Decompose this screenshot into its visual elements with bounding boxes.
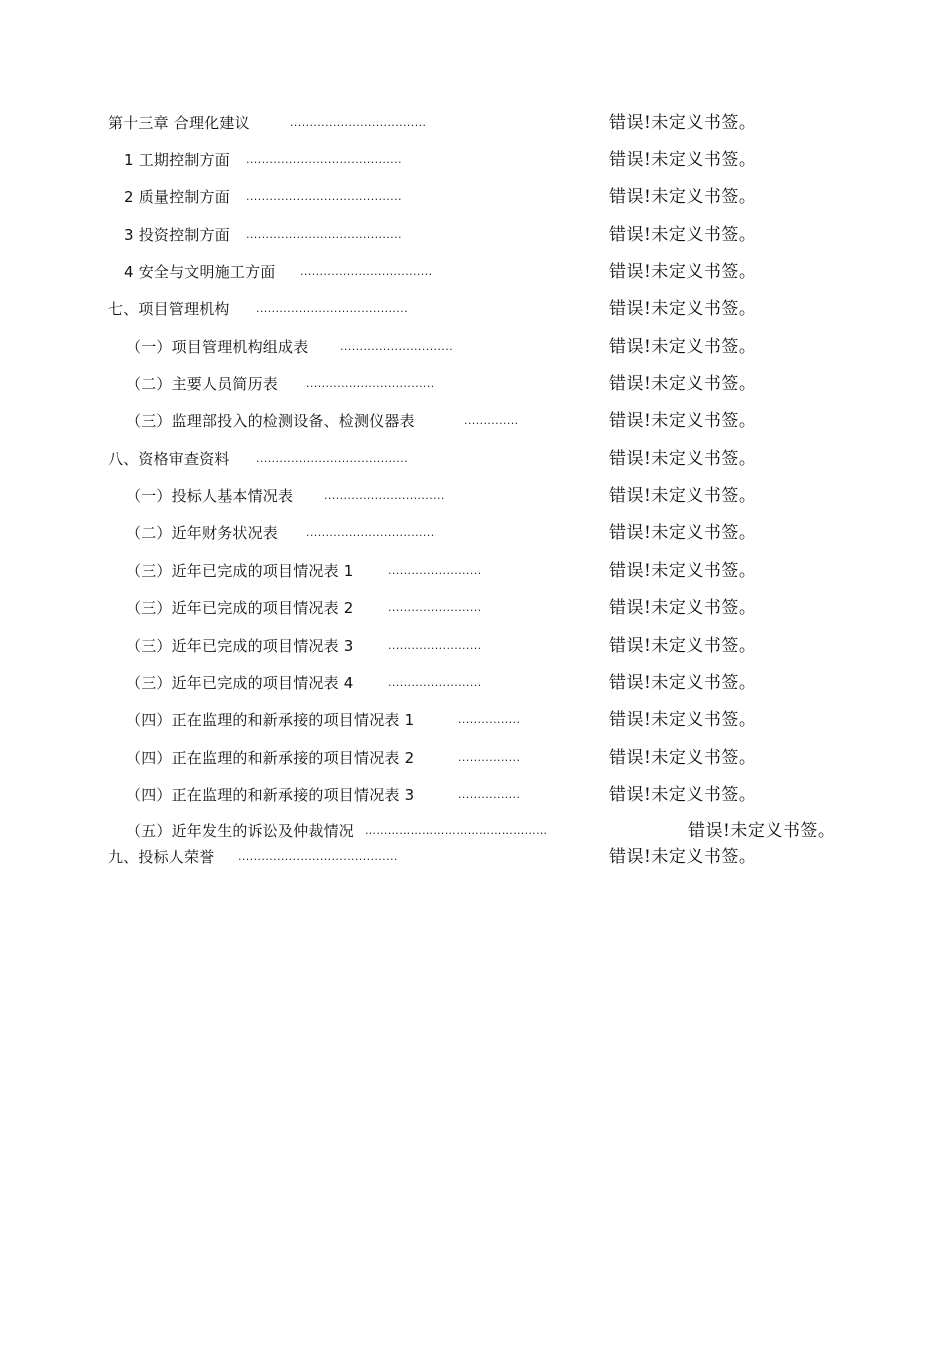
toc-page-ref: 错误!未定义书签。 [609, 113, 757, 133]
toc-leader-dots: ........................ [388, 676, 482, 689]
toc-page-ref: 错误!未定义书签。 [609, 561, 757, 581]
toc-page-ref: 错误!未定义书签。 [609, 598, 757, 618]
toc-leader-dots: ........................................ [246, 153, 402, 166]
toc-entry-text: 1 工期控制方面 [124, 151, 230, 169]
toc-entry-text: （一）投标人基本情况表 [126, 487, 294, 505]
toc-entry-8-3-1[interactable] [0, 558, 950, 584]
toc-page-ref: 错误!未定义书签。 [609, 374, 757, 394]
toc-page-ref: 错误!未定义书签。 [609, 187, 757, 207]
toc-page-ref: 错误!未定义书签。 [609, 710, 757, 730]
toc-entry-7-2[interactable] [0, 371, 950, 397]
toc-leader-dots: ............................... [324, 489, 445, 502]
toc-entry-text: （四）正在监理的和新承接的项目情况表 1 [126, 711, 415, 729]
toc-page-ref: 错误!未定义书签。 [609, 748, 757, 768]
toc-entry-text: （三）近年已完成的项目情况表 2 [126, 599, 354, 617]
toc-entry-8-3-4[interactable] [0, 670, 950, 696]
toc-leader-dots: ........................ [388, 639, 482, 652]
toc-entry-safety[interactable] [0, 259, 950, 285]
toc-entry-text: （三）监理部投入的检测设备、检测仪器表 [126, 412, 415, 430]
toc-page-ref: 错误!未定义书签。 [609, 847, 757, 867]
toc-entry-7-1[interactable] [0, 334, 950, 360]
toc-leader-dots: .................................. [300, 265, 433, 278]
toc-leader-dots: ................................. [306, 377, 435, 390]
toc-leader-dots: .............. [464, 414, 519, 427]
toc-entry-text: 第十三章 合理化建议 [108, 114, 250, 132]
toc-entry-text: 2 质量控制方面 [124, 188, 230, 206]
toc-leader-dots: ........................................ [246, 228, 402, 241]
toc-entry-section-8[interactable] [0, 446, 950, 472]
toc-entry-text: （三）近年已完成的项目情况表 3 [126, 637, 354, 655]
toc-leader-dots: ………………………………………… [365, 824, 548, 837]
toc-entry-text: 八、资格审查资料 [108, 450, 230, 468]
toc-page-ref: 错误!未定义书签。 [609, 262, 757, 282]
toc-leader-dots: ................ [458, 713, 521, 726]
toc-page-ref: 错误!未定义书签。 [609, 449, 757, 469]
toc-leader-dots: ................................. [306, 526, 435, 539]
toc-entry-text: 七、项目管理机构 [108, 300, 230, 318]
toc-leader-dots: ............................. [340, 340, 454, 353]
toc-entry-text: （四）正在监理的和新承接的项目情况表 3 [126, 786, 415, 804]
toc-entry-chapter-13[interactable] [0, 110, 950, 136]
toc-leader-dots: ....................................... [256, 452, 408, 465]
toc-leader-dots: ........................ [388, 601, 482, 614]
toc-entry-8-5[interactable] [0, 818, 950, 844]
toc-entry-8-4-3[interactable] [0, 782, 950, 808]
toc-entry-8-2[interactable] [0, 520, 950, 546]
toc-entry-text: （四）正在监理的和新承接的项目情况表 2 [126, 749, 415, 767]
toc-entry-8-1[interactable] [0, 483, 950, 509]
toc-entry-text: 4 安全与文明施工方面 [124, 263, 276, 281]
toc-entry-section-7[interactable] [0, 296, 950, 322]
toc-entry-text: 九、投标人荣誉 [108, 848, 215, 866]
toc-entry-8-4-1[interactable] [0, 707, 950, 733]
toc-leader-dots: ................................... [290, 116, 427, 129]
toc-page-ref: 错误!未定义书签。 [609, 636, 757, 656]
toc-entry-text: （三）近年已完成的项目情况表 1 [126, 562, 354, 580]
toc-page-ref: 错误!未定义书签。 [609, 785, 757, 805]
toc-entry-text: （三）近年已完成的项目情况表 4 [126, 674, 354, 692]
toc-leader-dots: ................ [458, 788, 521, 801]
toc-entry-text: （二）近年财务状况表 [126, 524, 279, 542]
toc-leader-dots: ....................................... [256, 302, 408, 315]
toc-leader-dots: ................ [458, 751, 521, 764]
toc-leader-dots: ........................ [388, 564, 482, 577]
toc-leader-dots: ......................................... [238, 850, 398, 863]
toc-entry-text: （一）项目管理机构组成表 [126, 338, 309, 356]
toc-entry-text: （五）近年发生的诉讼及仲裁情况 [126, 822, 355, 840]
toc-page-ref: 错误!未定义书签。 [609, 486, 757, 506]
toc-entry-text: （二）主要人员简历表 [126, 375, 279, 393]
toc-entry-8-4-2[interactable] [0, 745, 950, 771]
toc-entry-7-3[interactable] [0, 408, 950, 434]
toc-page-ref: 错误!未定义书签。 [609, 411, 757, 431]
toc-page-ref: 错误!未定义书签。 [609, 337, 757, 357]
toc-entry-section-9[interactable] [0, 844, 950, 870]
toc-entry-quality-control[interactable] [0, 184, 950, 210]
toc-entry-text: 3 投资控制方面 [124, 226, 230, 244]
toc-page-ref: 错误!未定义书签。 [609, 299, 757, 319]
toc-page-ref: 错误!未定义书签。 [609, 523, 757, 543]
toc-entry-8-3-2[interactable] [0, 595, 950, 621]
toc-page-ref: 错误!未定义书签。 [688, 821, 836, 841]
toc-entry-schedule-control[interactable] [0, 147, 950, 173]
toc-leader-dots: ........................................ [246, 190, 402, 203]
toc-page-ref: 错误!未定义书签。 [609, 673, 757, 693]
toc-entry-investment-control[interactable] [0, 222, 950, 248]
toc-page-ref: 错误!未定义书签。 [609, 225, 757, 245]
toc-page-ref: 错误!未定义书签。 [609, 150, 757, 170]
toc-entry-8-3-3[interactable] [0, 633, 950, 659]
